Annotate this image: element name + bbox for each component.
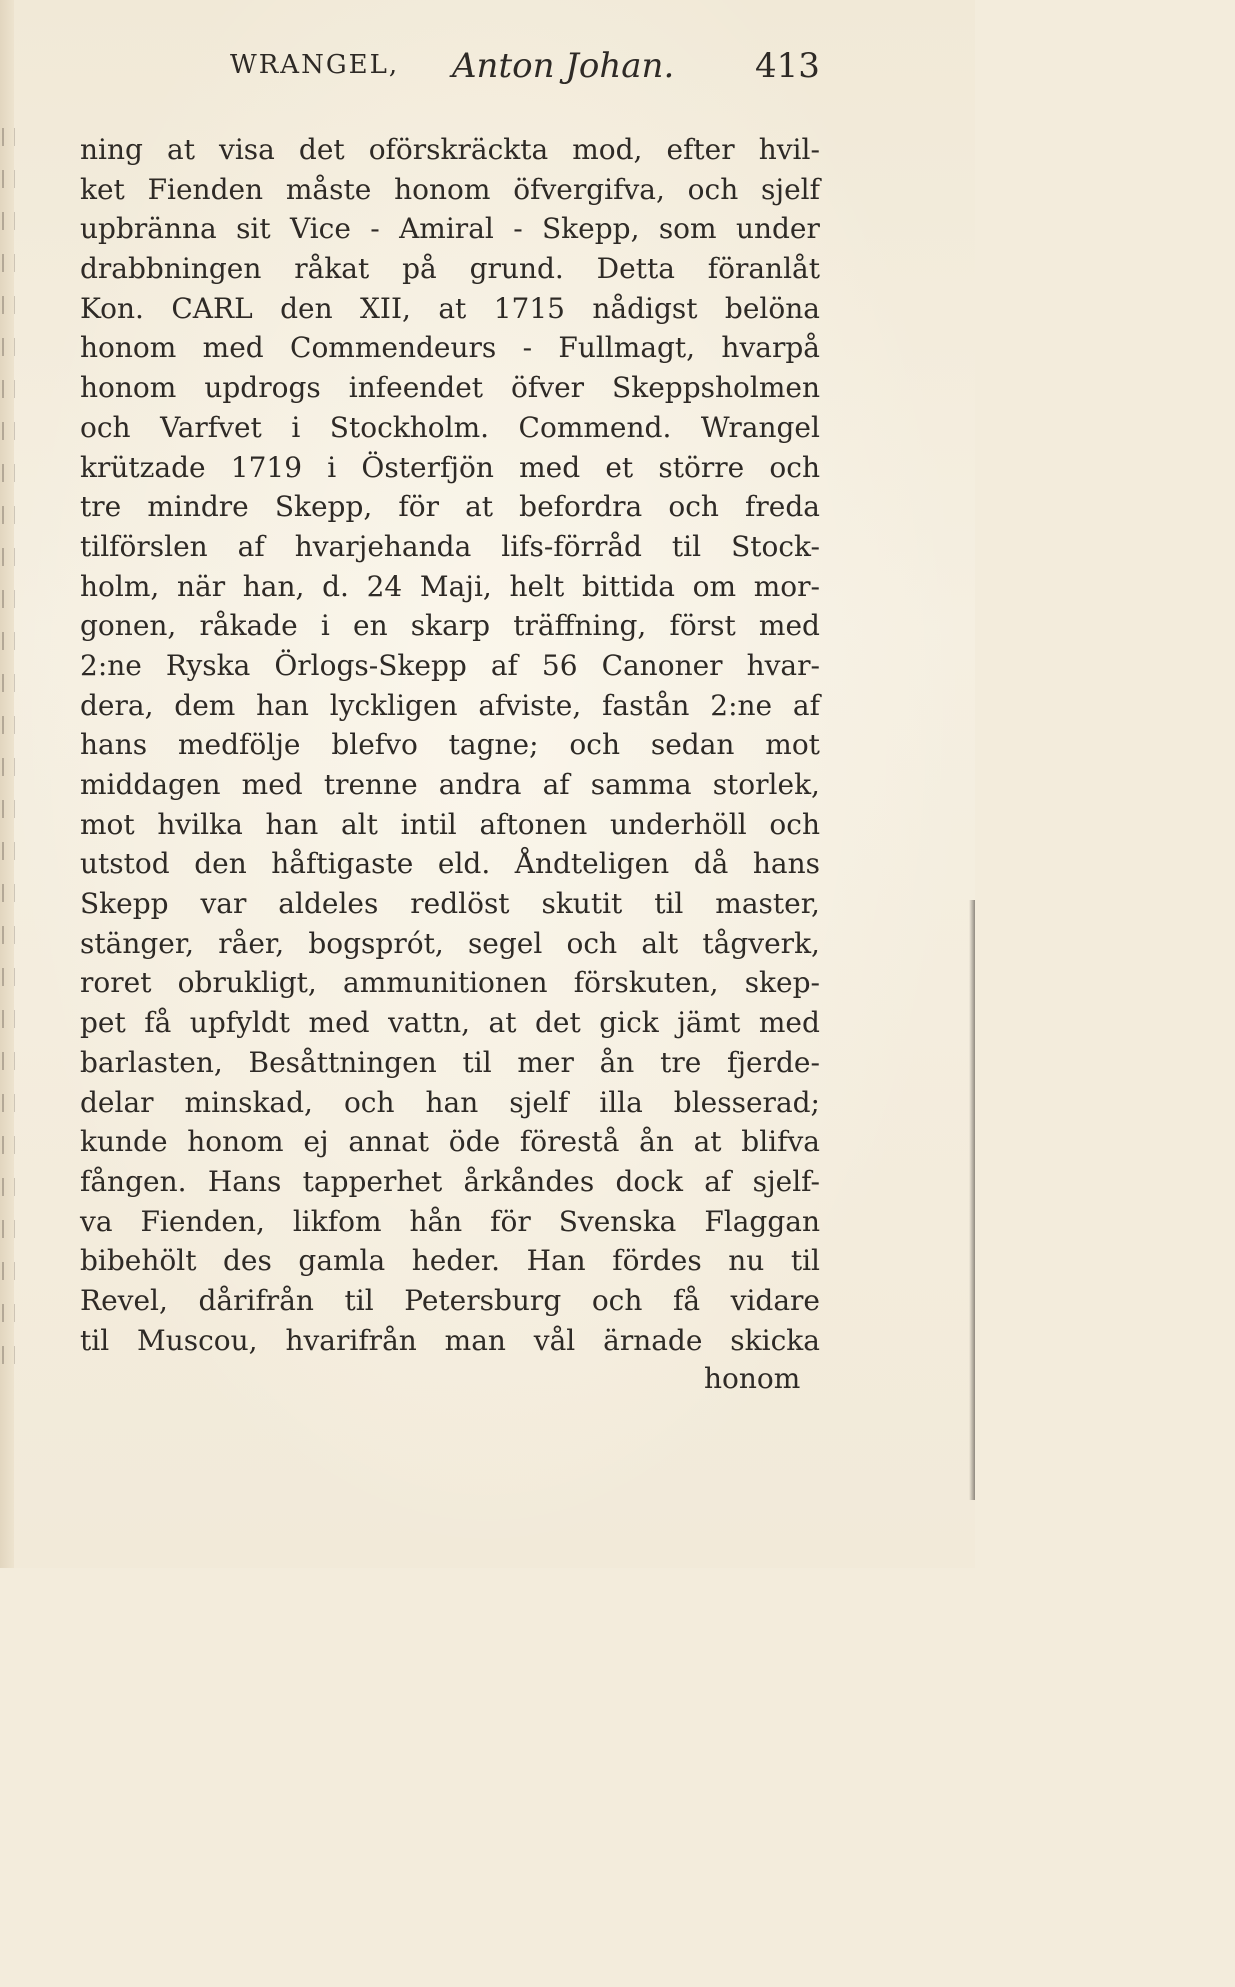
bleed-mark xyxy=(2,296,15,314)
bleed-mark xyxy=(2,338,15,356)
text-line: och Varfvet i Stockholm. Commend. Wrangel xyxy=(80,410,820,444)
bleed-mark xyxy=(2,1220,15,1238)
text-line: tre mindre Skepp, för at befordra och freda xyxy=(80,490,820,524)
text-line: middagen med trenne andra af samma storlek, xyxy=(80,768,820,801)
text-line: kunde honom ej annat öde förestå ån at blifva xyxy=(80,1125,820,1159)
bleed-mark xyxy=(2,1094,15,1112)
bleed-mark xyxy=(2,128,15,146)
bleed-mark xyxy=(2,926,15,944)
catchword: honom xyxy=(704,1362,801,1395)
bleed-mark xyxy=(2,254,15,272)
text-line: mot hvilka han alt intil aftonen underhöll och xyxy=(80,807,820,841)
text-line: upbränna sit Vice - Amiral - Skepp, som under xyxy=(80,212,820,246)
bleed-mark xyxy=(2,1136,15,1154)
bleed-mark xyxy=(2,464,15,482)
text-line: gonen, råkade i en skarp träffning, först med xyxy=(80,609,820,643)
bleed-mark xyxy=(2,590,15,608)
bleed-through-marks xyxy=(0,120,16,1420)
bleed-mark xyxy=(2,506,15,524)
bleed-mark xyxy=(2,1262,15,1280)
bleed-mark xyxy=(2,716,15,734)
bleed-mark xyxy=(2,1010,15,1028)
text-line: holm, när han, d. 24 Maji, helt bittida om mor- xyxy=(80,569,820,603)
bleed-mark xyxy=(2,548,15,566)
text-line: til Muscou, hvarifrån man vål ärnade skicka xyxy=(80,1323,820,1357)
bleed-mark xyxy=(2,632,15,650)
bleed-mark xyxy=(2,380,15,398)
text-line: delar minskad, och han sjelf illa blesserad; xyxy=(80,1085,820,1119)
text-line: Revel, dårifrån til Petersburg och få vidare xyxy=(80,1283,820,1317)
text-line: drabbningen råkat på grund. Detta föranlåt xyxy=(80,252,820,286)
text-line: honom updrogs infeendet öfver Skeppsholmen xyxy=(80,371,820,405)
bleed-mark xyxy=(2,800,15,818)
bleed-mark xyxy=(2,1304,15,1322)
bleed-mark xyxy=(2,674,15,692)
text-line: honom med Commendeurs - Fullmagt, hvarpå xyxy=(80,331,820,365)
bleed-mark xyxy=(2,1178,15,1196)
text-line: Skepp var aldeles redlöst skutit til master, xyxy=(80,887,820,921)
bleed-mark xyxy=(2,422,15,440)
text-line: hans medfölje blefvo tagne; och sedan mot xyxy=(80,728,820,762)
page-number: 413 xyxy=(755,46,820,86)
running-title-italic: Anton Johan. xyxy=(452,46,675,86)
bleed-mark xyxy=(2,170,15,188)
text-line: bibehölt des gamla heder. Han fördes nu til xyxy=(80,1244,820,1278)
text-line: stänger, råer, bogsprót, segel och alt tågverk, xyxy=(80,926,820,960)
text-line: ning at visa det oförskräckta mod, efter hvil- xyxy=(80,133,820,166)
text-line: 2:ne Ryska Örlogs-Skepp af 56 Canoner hvar- xyxy=(80,648,820,682)
body-text xyxy=(80,130,820,1360)
running-title: WRANGEL, xyxy=(230,50,400,80)
text-line: pet få upfyldt med vattn, at det gick jämt med xyxy=(80,1006,820,1040)
text-line: krützade 1719 i Österfjön med et större och xyxy=(80,450,820,484)
text-line: Kon. CARL den XII, at 1715 nådigst belöna xyxy=(80,291,820,325)
text-line: ket Fienden måste honom öfvergifva, och sjelf xyxy=(80,172,820,206)
text-line: tilförslen af hvarjehanda lifs-förråd til Stock- xyxy=(80,529,820,563)
running-header xyxy=(230,40,830,100)
bleed-mark xyxy=(2,1346,15,1364)
bleed-mark xyxy=(2,212,15,230)
text-line: va Fienden, likfom hån för Svenska Flaggan xyxy=(80,1204,820,1238)
text-line: fången. Hans tapperhet årkåndes dock af sjelf- xyxy=(80,1164,820,1198)
text-line: dera, dem han lyckligen afviste, fastån 2:ne af xyxy=(80,688,820,722)
text-line: barlasten, Besåttningen til mer ån tre fjerde- xyxy=(80,1045,820,1079)
bleed-mark xyxy=(2,968,15,986)
text-line: utstod den håftigaste eld. Åndteligen då hans xyxy=(80,847,820,881)
bleed-mark xyxy=(2,1052,15,1070)
page-edge-shadow xyxy=(969,900,975,1500)
text-line: roret obrukligt, ammunitionen förskuten, skep- xyxy=(80,966,820,1000)
bleed-mark xyxy=(2,758,15,776)
bleed-mark xyxy=(2,884,15,902)
bleed-mark xyxy=(2,842,15,860)
